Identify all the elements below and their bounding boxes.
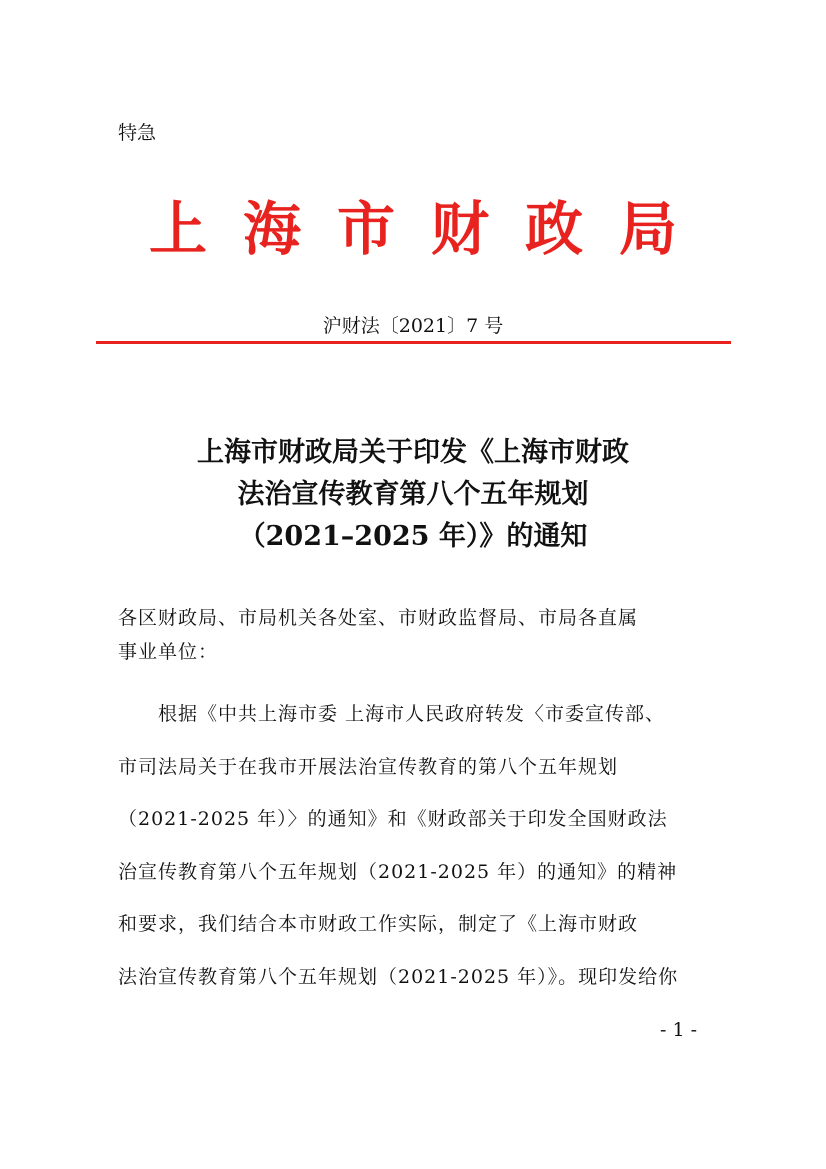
salutation-line: 各区财政局、市局机关各处室、市财政监督局、市局各直属 [118,607,639,629]
red-divider-line [96,341,731,344]
urgency-label: 特急 [118,122,157,144]
body-line: 根据《中共上海市委 上海市人民政府转发〈市委宣传部、 [158,703,666,725]
body-line: （2021-2025 年）〉的通知》和《财政部关于印发全国财政法 [118,808,668,830]
page-number: - 1 - [660,1019,698,1041]
issuer-heading: 上海市财政局 [148,195,713,263]
title-line: 法治宣传教育第八个五年规划 [237,479,589,510]
salutation [118,601,710,669]
document-number: 沪财法〔2021〕7 号 [322,315,504,337]
body-line: 市司法局关于在我市开展法治宣传教育的第八个五年规划 [118,755,619,778]
title-line: （2021–2025 年）》的通知 [238,521,588,552]
body-line: 治宣传教育第八个五年规划（2021-2025 年）的通知》的精神 [118,860,678,883]
body-line: 法治宣传教育第八个五年规划（2021-2025 年）》。现印发给你 [118,965,679,988]
document-title [0,432,826,558]
salutation-line: 事业单位： [118,641,219,663]
body-line: 和要求，我们结合本市财政工作实际，制定了《上海市财政 [118,913,639,935]
body-paragraph [118,688,710,1003]
title-line: 上海市财政局关于印发《上海市财政 [197,437,629,468]
